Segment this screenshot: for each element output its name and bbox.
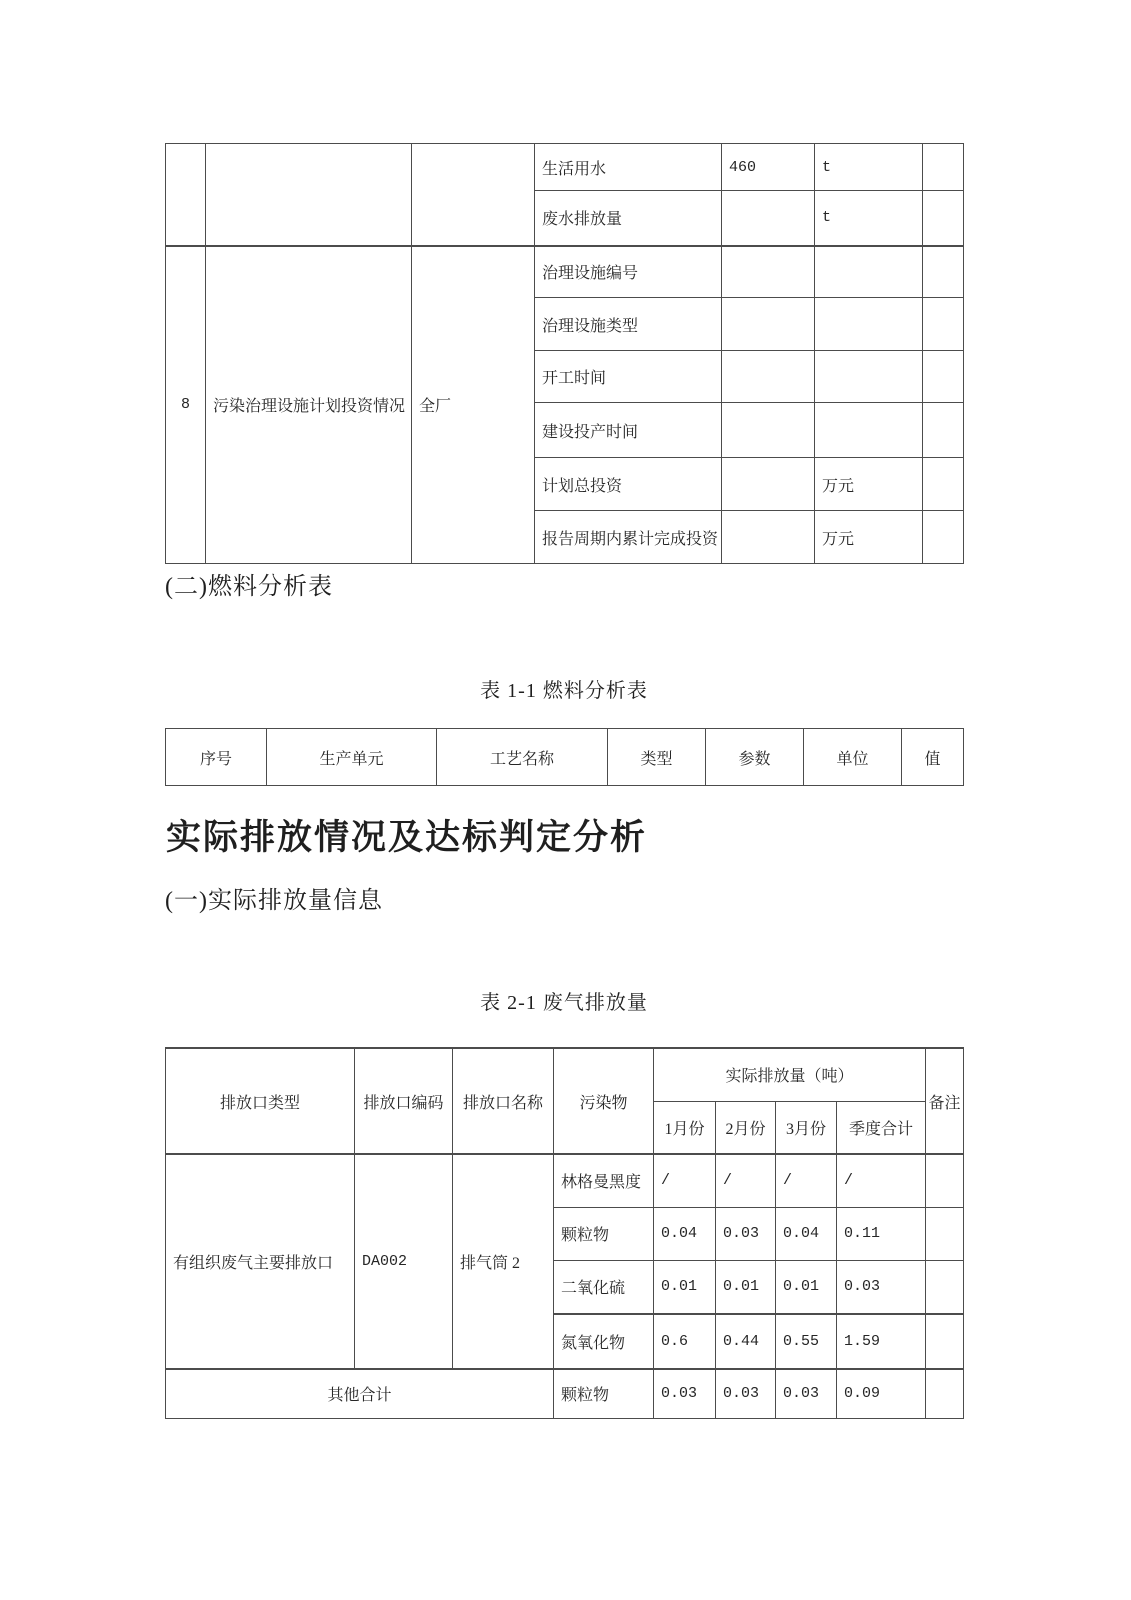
note-cell — [923, 246, 964, 298]
month1-cell: 0.01 — [654, 1260, 716, 1314]
quarter-total-cell: / — [837, 1154, 926, 1207]
note-cell — [923, 403, 964, 458]
quarter-total-cell: 0.11 — [837, 1207, 926, 1260]
table-row — [166, 144, 964, 191]
note-cell — [923, 351, 964, 403]
month1-cell: / — [654, 1154, 716, 1207]
outlet-type-cell: 有组织废气主要排放口 — [166, 1154, 355, 1369]
unit-cell: 万元 — [815, 511, 923, 564]
value-cell — [722, 511, 815, 564]
header-cell-parameter: 参数 — [706, 729, 804, 786]
note-cell — [926, 1314, 964, 1369]
category-cell: 污染治理设施计划投资情况 — [206, 246, 412, 564]
note-cell — [923, 144, 964, 191]
month1-cell: 0.03 — [654, 1369, 716, 1418]
header-cell-outlet-code: 排放口编码 — [355, 1048, 453, 1154]
table-row — [166, 246, 964, 298]
note-cell — [926, 1369, 964, 1418]
month2-cell: 0.44 — [716, 1314, 776, 1369]
value-cell — [722, 298, 815, 351]
header-cell-pollutant: 污染物 — [554, 1048, 654, 1154]
main-heading: 实际排放情况及达标判定分析 — [166, 818, 648, 857]
unit-cell: t — [815, 191, 923, 246]
month1-cell: 0.04 — [654, 1207, 716, 1260]
item-cell: 计划总投资 — [535, 458, 722, 511]
header-cell-outlet-name: 排放口名称 — [453, 1048, 554, 1154]
item-cell: 治理设施编号 — [535, 246, 722, 298]
item-cell: 报告周期内累计完成投资 — [535, 511, 722, 564]
item-cell: 生活用水 — [535, 144, 722, 191]
month3-cell: 0.01 — [776, 1260, 837, 1314]
other-total-label-cell: 其他合计 — [166, 1369, 554, 1418]
month2-cell: 0.03 — [716, 1207, 776, 1260]
value-cell — [722, 403, 815, 458]
quarter-total-cell: 1.59 — [837, 1314, 926, 1369]
header-cell-quarter-total: 季度合计 — [837, 1101, 926, 1154]
row-index-cell: 8 — [166, 246, 206, 564]
quarter-total-cell: 0.03 — [837, 1260, 926, 1314]
month3-cell: 0.04 — [776, 1207, 837, 1260]
month3-cell: 0.55 — [776, 1314, 837, 1369]
header-cell-unit: 单位 — [804, 729, 902, 786]
value-cell — [722, 458, 815, 511]
pollutant-cell: 氮氧化物 — [554, 1314, 654, 1369]
unit-cell — [815, 403, 923, 458]
note-cell — [926, 1154, 964, 1207]
scope-cell: 全厂 — [412, 246, 535, 564]
header-cell-month1: 1月份 — [654, 1101, 716, 1154]
table-header-row — [166, 1048, 964, 1101]
emission-table — [165, 1047, 964, 1419]
item-cell: 建设投产时间 — [535, 403, 722, 458]
table-title-emission: 表 2-1 废气排放量 — [480, 992, 648, 1014]
unit-cell: t — [815, 144, 923, 191]
unit-cell — [815, 246, 923, 298]
note-cell — [923, 191, 964, 246]
header-cell-type: 类型 — [608, 729, 706, 786]
category-cell — [206, 144, 412, 246]
header-cell-note: 备注 — [926, 1048, 964, 1154]
note-cell — [926, 1207, 964, 1260]
header-cell-value: 值 — [902, 729, 964, 786]
item-cell: 开工时间 — [535, 351, 722, 403]
table-row — [166, 1369, 964, 1418]
month2-cell: / — [716, 1154, 776, 1207]
outlet-code-cell: DA002 — [355, 1154, 453, 1369]
header-cell-month3: 3月份 — [776, 1101, 837, 1154]
pollutant-cell: 林格曼黑度 — [554, 1154, 654, 1207]
note-cell — [923, 298, 964, 351]
section-heading-fuel: (二)燃料分析表 — [165, 574, 333, 600]
quarter-total-cell: 0.09 — [837, 1369, 926, 1418]
fuel-analysis-table — [165, 728, 964, 786]
section-heading-emission: (一)实际排放量信息 — [165, 888, 383, 914]
header-cell-outlet-type: 排放口类型 — [166, 1048, 355, 1154]
scope-cell — [412, 144, 535, 246]
month2-cell: 0.01 — [716, 1260, 776, 1314]
month2-cell: 0.03 — [716, 1369, 776, 1418]
pollutant-cell: 颗粒物 — [554, 1207, 654, 1260]
table-title-fuel: 表 1-1 燃料分析表 — [480, 680, 648, 702]
unit-cell: 万元 — [815, 458, 923, 511]
header-cell-month2: 2月份 — [716, 1101, 776, 1154]
outlet-name-cell: 排气筒 2 — [453, 1154, 554, 1369]
unit-cell — [815, 298, 923, 351]
header-cell-process-name: 工艺名称 — [437, 729, 608, 786]
header-cell-production-unit: 生产单元 — [267, 729, 437, 786]
header-cell-index: 序号 — [166, 729, 267, 786]
value-cell: 460 — [722, 144, 815, 191]
month3-cell: 0.03 — [776, 1369, 837, 1418]
header-cell-actual-emission: 实际排放量（吨） — [654, 1048, 926, 1101]
value-cell — [722, 191, 815, 246]
note-cell — [923, 511, 964, 564]
month3-cell: / — [776, 1154, 837, 1207]
unit-cell — [815, 351, 923, 403]
note-cell — [923, 458, 964, 511]
pollutant-cell: 颗粒物 — [554, 1369, 654, 1418]
row-index-cell — [166, 144, 206, 246]
item-cell: 治理设施类型 — [535, 298, 722, 351]
note-cell — [926, 1260, 964, 1314]
value-cell — [722, 351, 815, 403]
table-header-row — [166, 729, 964, 786]
item-cell: 废水排放量 — [535, 191, 722, 246]
month1-cell: 0.6 — [654, 1314, 716, 1369]
value-cell — [722, 246, 815, 298]
table-row — [166, 1154, 964, 1207]
pollutant-cell: 二氧化硫 — [554, 1260, 654, 1314]
facility-investment-table — [165, 143, 964, 564]
